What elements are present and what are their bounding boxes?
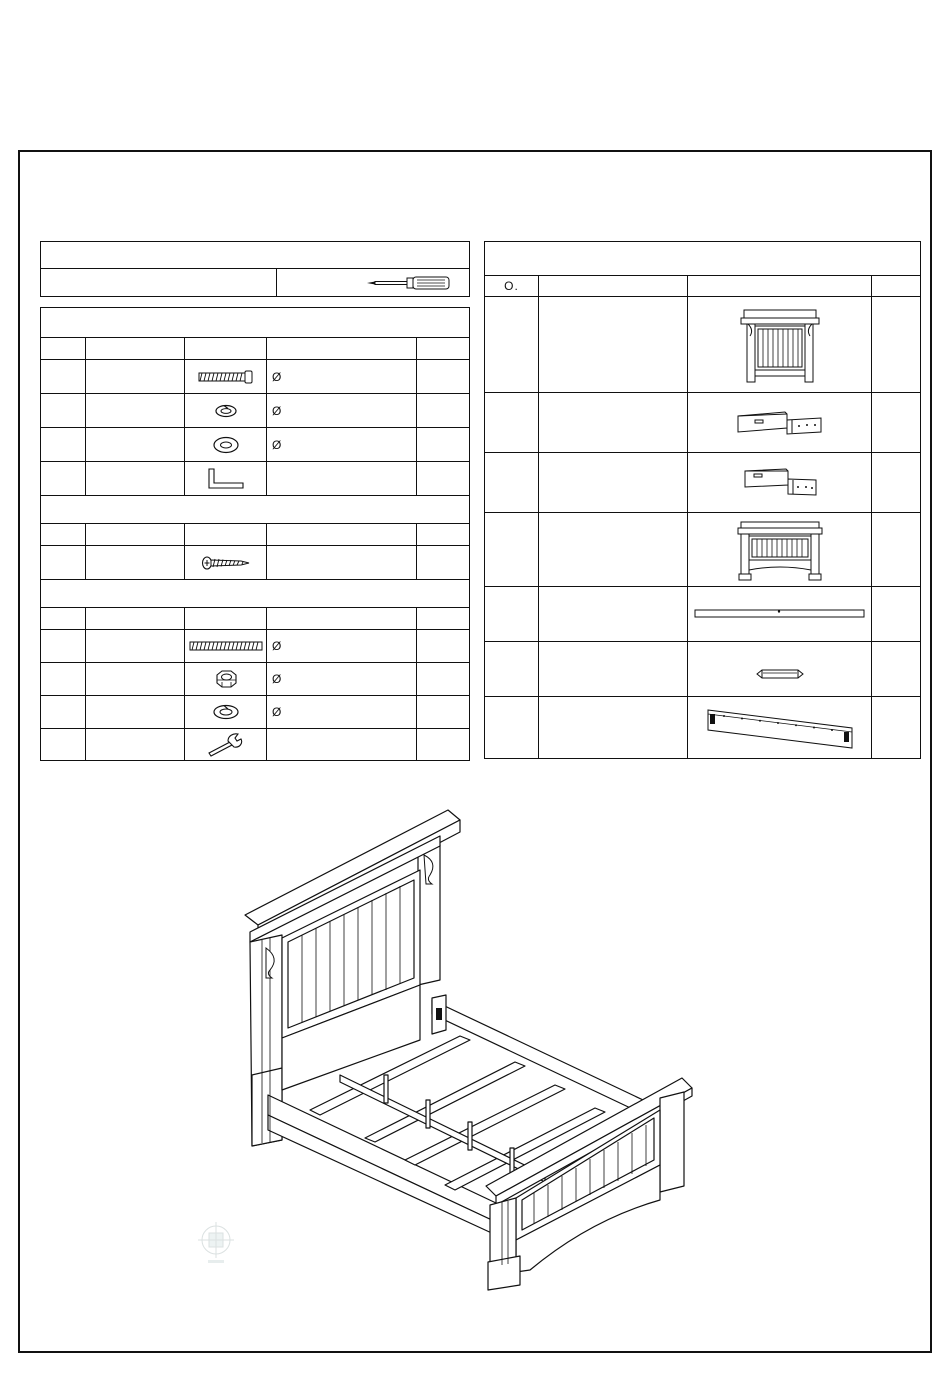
- row-no: [485, 453, 539, 513]
- table-row: [41, 428, 470, 462]
- col-name: [86, 608, 185, 630]
- col-image: [185, 338, 267, 360]
- bolt-icon: [198, 370, 254, 384]
- wood-screw-icon: [201, 555, 251, 571]
- col-qty: [417, 608, 470, 630]
- row-qty: [417, 663, 470, 696]
- row-no: [485, 587, 539, 642]
- col-image: [688, 276, 872, 297]
- group-a-column-headers: [41, 338, 470, 360]
- row-no: [485, 642, 539, 697]
- table-row: [41, 462, 470, 496]
- col-image: [185, 608, 267, 630]
- table-row: [41, 729, 470, 761]
- row-qty: [417, 696, 470, 729]
- group-b-column-headers: [41, 524, 470, 546]
- row-name: [86, 729, 185, 761]
- row-spec: [267, 462, 417, 496]
- support-leg-icon: [755, 668, 805, 680]
- row-spec: Ø: [267, 696, 417, 729]
- table-row: [485, 297, 921, 393]
- tool-label: [41, 269, 277, 297]
- row-name: [539, 642, 688, 697]
- col-no: O.: [485, 276, 539, 297]
- table-row: [485, 393, 921, 453]
- table-row: [41, 663, 470, 696]
- allen-key-icon: [206, 467, 246, 491]
- col-no: [41, 338, 86, 360]
- col-name: [86, 338, 185, 360]
- row-no: [41, 663, 86, 696]
- threaded-rod-icon: [189, 640, 263, 652]
- slat-rail-icon: [704, 706, 856, 750]
- row-name: [539, 393, 688, 453]
- row-qty: [872, 297, 921, 393]
- group-c-header: [41, 580, 470, 608]
- parts-header: [485, 242, 921, 276]
- group-b-header: [41, 496, 470, 524]
- compass-watermark-icon: [196, 1220, 236, 1266]
- row-no: [41, 696, 86, 729]
- col-spec: [267, 608, 417, 630]
- row-qty: [417, 630, 470, 663]
- table-row: [41, 394, 470, 428]
- footboard-icon: [735, 518, 825, 582]
- table-row: [485, 642, 921, 697]
- row-no: [41, 360, 86, 394]
- table-row: [485, 587, 921, 642]
- row-name: [539, 297, 688, 393]
- row-no: [41, 394, 86, 428]
- row-qty: [872, 453, 921, 513]
- row-name: [86, 428, 185, 462]
- row-no: [485, 297, 539, 393]
- col-no: [41, 608, 86, 630]
- row-qty: [872, 642, 921, 697]
- row-name: [86, 546, 185, 580]
- col-name: [86, 524, 185, 546]
- col-qty: [417, 338, 470, 360]
- row-spec: Ø: [267, 663, 417, 696]
- row-name: [86, 462, 185, 496]
- side-rail-right-icon: [740, 465, 820, 501]
- row-qty: [417, 428, 470, 462]
- col-qty: [417, 524, 470, 546]
- row-spec: Ø: [267, 428, 417, 462]
- row-qty: [417, 360, 470, 394]
- table-row: [485, 453, 921, 513]
- table-row: [41, 696, 470, 729]
- row-no: [485, 393, 539, 453]
- row-no: [41, 546, 86, 580]
- table-row: [485, 697, 921, 759]
- assembled-bed-icon: [230, 800, 700, 1300]
- col-image: [185, 524, 267, 546]
- screwdriver-icon: [365, 275, 451, 291]
- row-qty: [872, 393, 921, 453]
- table-row: [41, 630, 470, 663]
- row-qty: [417, 546, 470, 580]
- row-name: [539, 513, 688, 587]
- row-name: [86, 394, 185, 428]
- hex-nut-icon: [213, 668, 239, 690]
- spring-washer-icon: [211, 703, 241, 721]
- table-row: [41, 360, 470, 394]
- col-no: [41, 524, 86, 546]
- tool-cell: [277, 269, 470, 297]
- row-name: [539, 697, 688, 759]
- row-qty: [872, 513, 921, 587]
- parts-column-headers: [485, 276, 921, 297]
- row-spec: Ø: [267, 394, 417, 428]
- row-spec: Ø: [267, 630, 417, 663]
- row-qty: [417, 729, 470, 761]
- flat-washer-icon: [211, 435, 241, 455]
- col-spec: [267, 338, 417, 360]
- row-qty: [872, 697, 921, 759]
- row-no: [485, 697, 539, 759]
- row-name: [86, 696, 185, 729]
- row-no: [41, 729, 86, 761]
- headboard-icon: [738, 306, 822, 384]
- row-qty: [417, 462, 470, 496]
- row-name: [539, 587, 688, 642]
- table-row: [41, 546, 470, 580]
- row-no: [41, 630, 86, 663]
- row-no: [41, 428, 86, 462]
- parts-table: [484, 241, 921, 759]
- row-name: [539, 453, 688, 513]
- row-name: [86, 663, 185, 696]
- row-qty: [872, 587, 921, 642]
- row-spec: [267, 546, 417, 580]
- row-no: [41, 462, 86, 496]
- tools-header: [41, 242, 470, 269]
- col-name: [539, 276, 688, 297]
- col-qty: [872, 276, 921, 297]
- hardware-table: [40, 307, 470, 761]
- row-name: [86, 360, 185, 394]
- tools-table: [40, 241, 470, 297]
- row-spec: Ø: [267, 360, 417, 394]
- row-spec: [267, 729, 417, 761]
- wrench-icon: [206, 733, 246, 757]
- row-name: [86, 630, 185, 663]
- row-qty: [417, 394, 470, 428]
- center-rail-icon: [694, 608, 866, 620]
- group-c-column-headers: [41, 608, 470, 630]
- group-a-header: [41, 308, 470, 338]
- col-spec: [267, 524, 417, 546]
- row-no: [485, 513, 539, 587]
- spring-washer-icon: [213, 403, 239, 419]
- table-row: [485, 513, 921, 587]
- side-rail-left-icon: [735, 406, 825, 440]
